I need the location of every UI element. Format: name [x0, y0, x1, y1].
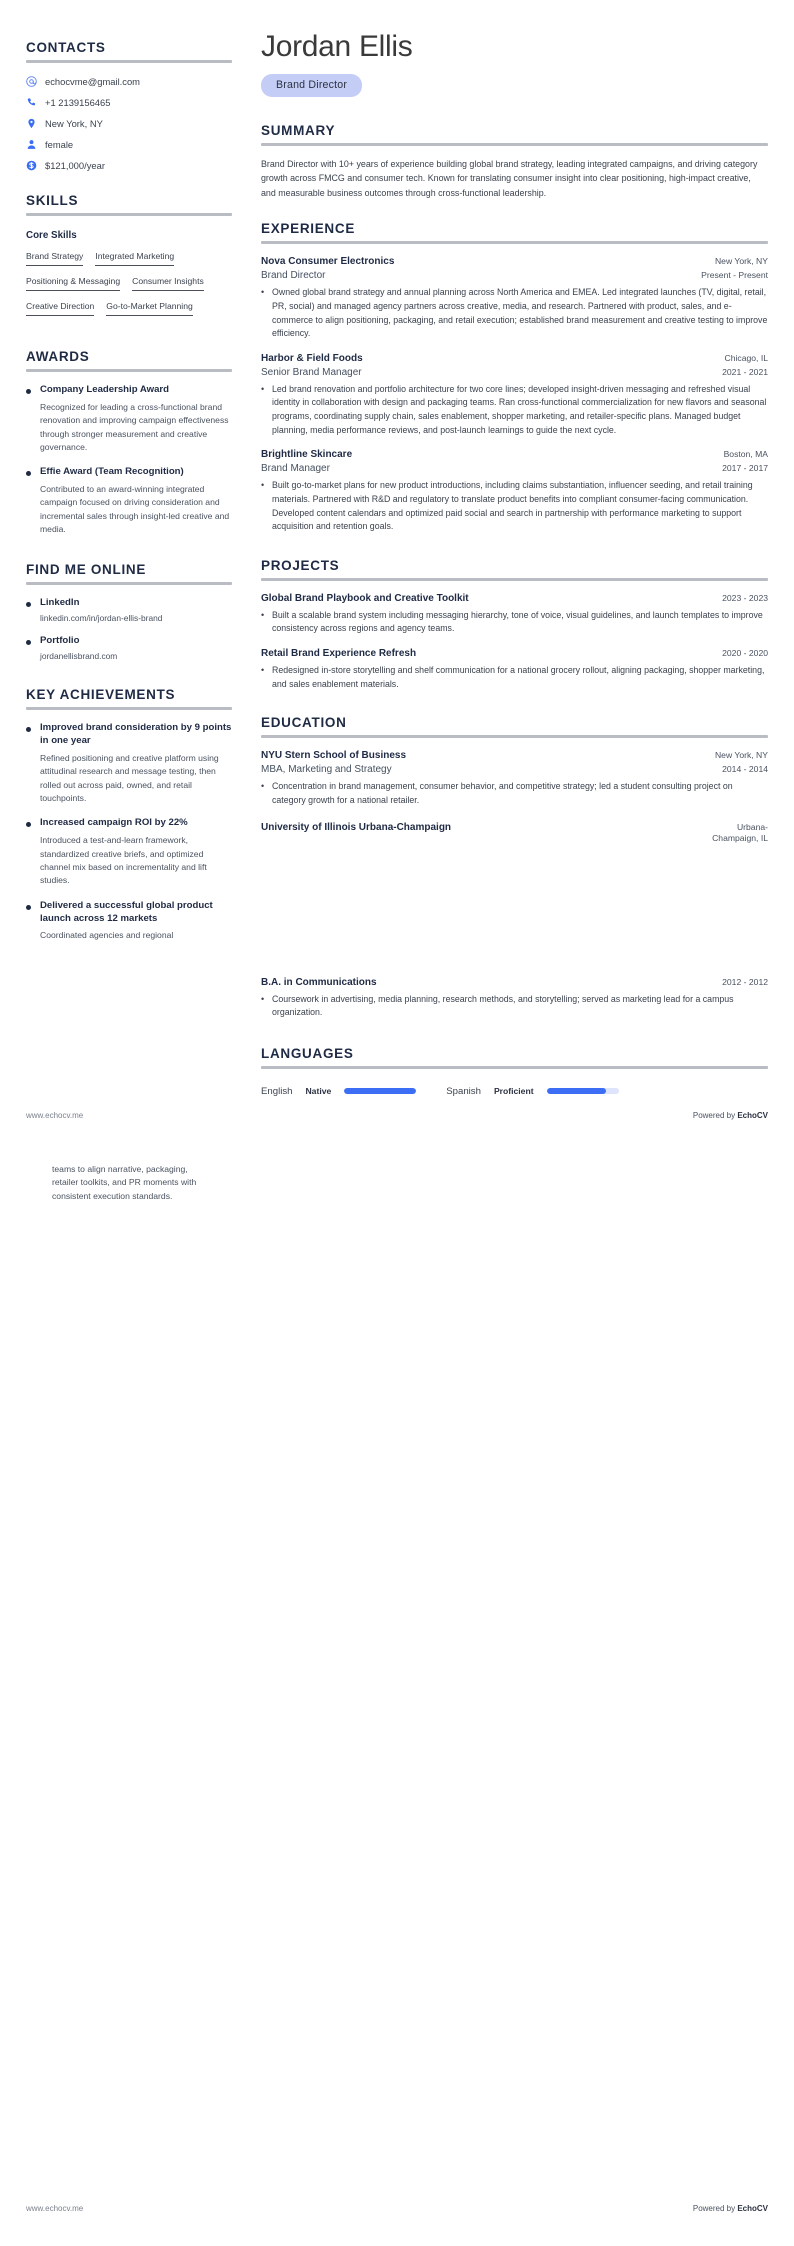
bullet-dot-icon [26, 822, 31, 827]
summary-text: Brand Director with 10+ years of experience building global brand strategy, leading integrated campaigns, and driving category growth across FMCG and consumer tech. Known for translating consumer insight into clear positioning, high-impact creative, and measurable business outcomes through cross-functional leadership. [261, 159, 758, 198]
online-profile-url[interactable]: linkedin.com/in/jordan-ellis-brand [40, 613, 163, 624]
achievement-description: Coordinated agencies and regional [40, 930, 174, 941]
achievement-description: Refined positioning and creative platform using attitudinal research and message testing, then rolled out across paid, owned, and retail touchpoints. [40, 753, 219, 804]
online-profile-item[interactable] [26, 635, 232, 661]
footer-powered-prefix: Powered by [692, 1111, 738, 1120]
contact-item-salary[interactable] [26, 160, 232, 171]
bullet-text: Owned global brand strategy and annual planning across North America and EMEA. Led integrated launches (TV, digital, retail, PR, social) and managed agency partners across creative, media, and research. Partnered with product, sales, and e-commerce to align positioning, packaging, and retail execution; established brand measurement and creative testing to improve efficiency. [272, 287, 768, 339]
footer-site-url[interactable]: www.echocv.me [26, 1111, 84, 1120]
bullet-text: Redesigned in-store storytelling and shelf communication for a national grocery rollout, aligning packaging, shopper marketing, and sales enablement materials. [272, 665, 765, 689]
experience-organization: Harbor & Field Foods [261, 352, 363, 364]
achievement-item [26, 900, 232, 943]
bullet-text: Concentration in brand management, consumer behavior, and competitive strategy; led a student consulting project on category growth for a national retailer. [272, 781, 733, 805]
experience-bullets [261, 286, 768, 341]
project-title: Retail Brand Experience Refresh [261, 648, 417, 660]
person-icon [26, 139, 37, 150]
experience-entry [261, 353, 768, 438]
sidebar-section-skills [26, 193, 232, 323]
bullet-dot-icon: • [261, 480, 265, 491]
awards-heading: AWARDS [26, 349, 90, 364]
skills-subheading: Core Skills [26, 230, 77, 241]
bullet-dot-icon: • [261, 609, 265, 620]
achievement-title: Increased campaign ROI by 22% [40, 817, 188, 829]
education-rule [261, 735, 768, 738]
language-name: Spanish [446, 1085, 481, 1097]
online-profile-url[interactable]: jordanellisbrand.com [40, 651, 118, 662]
bullet-row [261, 664, 768, 691]
bullet-dot-icon: • [261, 383, 265, 394]
phone-icon [26, 97, 37, 108]
key-achievements-rule [26, 707, 232, 710]
main-section-experience [261, 221, 768, 534]
education-degree-continued: B.A. in Communications [261, 976, 377, 988]
find-me-online-rule [26, 582, 232, 585]
contact-email-text: echocvme@gmail.com [45, 76, 140, 87]
language-item-english [261, 1086, 416, 1097]
key-achievements-heading: KEY ACHIEVEMENTS [26, 687, 176, 703]
online-profile-title: LinkedIn [40, 597, 80, 609]
bullet-dot-icon: • [261, 287, 265, 298]
education-bullets [261, 780, 768, 807]
education-dates: 2012 - 2012 [722, 976, 768, 987]
contact-gender-text: female [45, 139, 74, 150]
award-description: Recognized for leading a cross-functional brand renovation and improving campaign effectiveness through stronger measurement and creative governance. [40, 401, 229, 452]
bullet-row [261, 286, 768, 341]
contacts-heading: CONTACTS [26, 40, 106, 55]
candidate-name: Jordan Ellis [261, 30, 413, 63]
sidebar [26, 0, 232, 965]
resume-columns [0, 0, 794, 1097]
footer-powered-by [693, 2204, 768, 2213]
experience-dates: 2017 - 2017 [722, 463, 768, 474]
award-description: Contributed to an award-winning integrated campaign focused on driving consideration and incremental sales through insight-led creative and media. [40, 484, 230, 535]
bullet-dot-icon [26, 602, 31, 607]
experience-entry [261, 449, 768, 534]
award-item [26, 466, 232, 536]
project-entry [261, 593, 768, 636]
job-title-badge: Brand Director [261, 74, 362, 97]
contact-phone-text: +1 2139156465 [45, 97, 111, 108]
language-item-spanish [446, 1086, 618, 1097]
bullet-text: Coursework in advertising, media planning, research methods, and storytelling; served as marketing lead for a campus organization. [272, 993, 734, 1018]
main-section-languages [261, 1046, 768, 1097]
online-profile-title: Portfolio [40, 635, 80, 647]
resume-header [261, 30, 768, 97]
main-section-projects [261, 558, 768, 692]
experience-entry [261, 256, 768, 341]
projects-heading: PROJECTS [261, 557, 340, 573]
language-level: Proficient [493, 1086, 534, 1097]
project-entry [261, 648, 768, 691]
experience-role: Brand Director [261, 270, 326, 282]
projects-rule [261, 578, 768, 581]
education-bullets [261, 993, 768, 1020]
languages-rule [261, 1066, 768, 1069]
bullet-dot-icon [26, 389, 31, 394]
page-footer-1 [26, 1111, 768, 1120]
education-dates: 2014 - 2014 [722, 764, 768, 775]
experience-rule [261, 241, 768, 244]
skill-chip-list [26, 248, 232, 323]
main-column [232, 0, 768, 1097]
achievement-description-continued: teams to align narrative, packaging, retailer toolkits, and PR moments with consistent execution standards. [52, 1164, 197, 1201]
skills-rule [26, 213, 232, 216]
project-dates: 2023 - 2023 [722, 592, 768, 603]
education-location: New York, NY [714, 750, 768, 761]
contact-list [26, 76, 232, 171]
awards-rule [26, 369, 232, 372]
achievement-item [26, 722, 232, 805]
footer-powered-by [693, 1111, 768, 1120]
bullet-dot-icon [26, 727, 31, 732]
page-footer-2 [26, 2204, 768, 2213]
bullet-row [261, 479, 768, 534]
contact-location-text: New York, NY [45, 118, 103, 129]
contact-item-location[interactable] [26, 118, 232, 129]
main-section-education [261, 715, 768, 844]
summary-rule [261, 143, 768, 146]
sidebar-section-key-achievements [26, 687, 232, 943]
education-school: University of Illinois Urbana-Champaign [261, 821, 452, 833]
at-icon [26, 76, 37, 87]
education-entry [261, 822, 768, 845]
project-bullets [261, 609, 768, 636]
bullet-dot-icon: • [261, 993, 265, 1004]
project-title: Global Brand Playbook and Creative Toolkit [261, 592, 469, 604]
skill-chip[interactable]: Integrated Marketing [95, 248, 174, 266]
bullet-text: Built a scalable brand system including messaging hierarchy, tone of voice, visual guidelines, and launch templates to improve consistency across regions and agency teams. [272, 609, 763, 634]
location-pin-icon [26, 118, 37, 129]
experience-bullets [261, 479, 768, 534]
education-entry [261, 750, 768, 807]
skill-chip[interactable]: Positioning & Messaging [26, 273, 120, 291]
find-me-online-heading: FIND ME ONLINE [26, 562, 147, 578]
award-title: Effie Award (Team Recognition) [40, 466, 184, 478]
achievement-description: Introduced a test-and-learn framework, standardized creative briefs, and optimized channel mix based on incrementality and lift studies. [40, 835, 207, 886]
achievement-item [26, 817, 232, 887]
language-list [261, 1086, 768, 1097]
language-name: English [261, 1085, 293, 1097]
achievement-title: Improved brand consideration by 9 points in one year [40, 722, 232, 747]
experience-location: Chicago, IL [724, 352, 768, 363]
experience-heading: EXPERIENCE [261, 221, 356, 237]
education-entry-continued [261, 977, 768, 1020]
footer-brand-name: EchoCV [737, 2204, 768, 2213]
experience-location: New York, NY [714, 256, 768, 267]
experience-dates: 2021 - 2021 [722, 366, 768, 377]
bullet-row [261, 993, 768, 1020]
project-bullets [261, 664, 768, 691]
sidebar-section-find-me-online [26, 562, 232, 661]
sidebar-section-contacts [26, 40, 232, 171]
contact-item-gender[interactable] [26, 139, 232, 150]
contacts-rule [26, 60, 232, 63]
experience-location: Boston, MA [723, 449, 768, 460]
achievement-title: Delivered a successful global product launch across 12 markets [40, 899, 213, 924]
language-proficiency-bar [344, 1088, 416, 1094]
experience-organization: Brightline Skincare [261, 449, 353, 461]
education-degree: MBA, Marketing and Strategy [261, 764, 392, 776]
bullet-dot-icon [26, 640, 31, 645]
experience-organization: Nova Consumer Electronics [261, 256, 395, 268]
summary-heading: SUMMARY [261, 123, 336, 138]
language-proficiency-bar [547, 1088, 619, 1094]
bullet-row [261, 609, 768, 636]
languages-heading: LANGUAGES [261, 1045, 354, 1061]
online-profile-item[interactable] [26, 597, 232, 623]
skills-heading: SKILLS [26, 193, 79, 208]
experience-bullets [261, 383, 768, 438]
skill-chip[interactable]: Brand Strategy [26, 248, 83, 266]
bullet-text: Built go-to-market plans for new product introductions, including claims substantiation, influencer seeding, and retail training materials. Partnered with R&D and regulatory to translate product benefits into compliant consumer-facing communication. Developed content calendars and optimized paid social and search in partnership with performance marketing to support acquisition and retention goals. [272, 480, 753, 532]
language-level: Native [305, 1086, 332, 1097]
award-item [26, 384, 232, 454]
project-dates: 2020 - 2020 [722, 648, 768, 659]
experience-role: Senior Brand Manager [261, 366, 362, 378]
main-section-summary [261, 123, 768, 200]
contact-item-email[interactable] [26, 76, 232, 87]
footer-brand-name: EchoCV [737, 1111, 768, 1120]
footer-powered-prefix: Powered by [692, 2204, 738, 2213]
bullet-text: Led brand renovation and portfolio architecture for two core lines; developed insight-driven messaging and refreshed visual identity in collaboration with design and packaging teams. Ran cross-functional commercialization for new flavors and seasonal programs, coordinating supply chain, sales enablement, shopper marketing, and retailer-specific plans. Managed budget planning, media performance reviews, and post-launch learnings to guide the next cycle. [272, 383, 767, 435]
bullet-dot-icon: • [261, 665, 265, 676]
currency-info-icon [26, 160, 37, 171]
experience-dates: Present - Present [701, 270, 768, 281]
bullet-dot-icon [26, 905, 31, 910]
award-title: Company Leadership Award [40, 384, 170, 395]
sidebar-section-awards [26, 349, 232, 536]
experience-role: Brand Manager [261, 463, 330, 475]
contact-salary-text: $121,000/year [45, 160, 105, 171]
skill-chip[interactable]: Consumer Insights [132, 273, 204, 291]
bullet-row [261, 383, 768, 438]
education-heading: EDUCATION [261, 715, 347, 731]
footer-site-url[interactable]: www.echocv.me [26, 2204, 84, 2213]
education-school: NYU Stern School of Business [261, 750, 407, 762]
page-break-gap [261, 845, 768, 977]
education-location: Urbana-Champaign, IL [712, 821, 768, 844]
contact-item-phone[interactable] [26, 97, 232, 108]
bullet-row [261, 780, 768, 807]
bullet-dot-icon [26, 471, 31, 476]
bullet-dot-icon: • [261, 781, 265, 792]
skill-chip[interactable]: Creative Direction [26, 298, 94, 316]
skill-chip[interactable]: Go-to-Market Planning [106, 298, 192, 316]
